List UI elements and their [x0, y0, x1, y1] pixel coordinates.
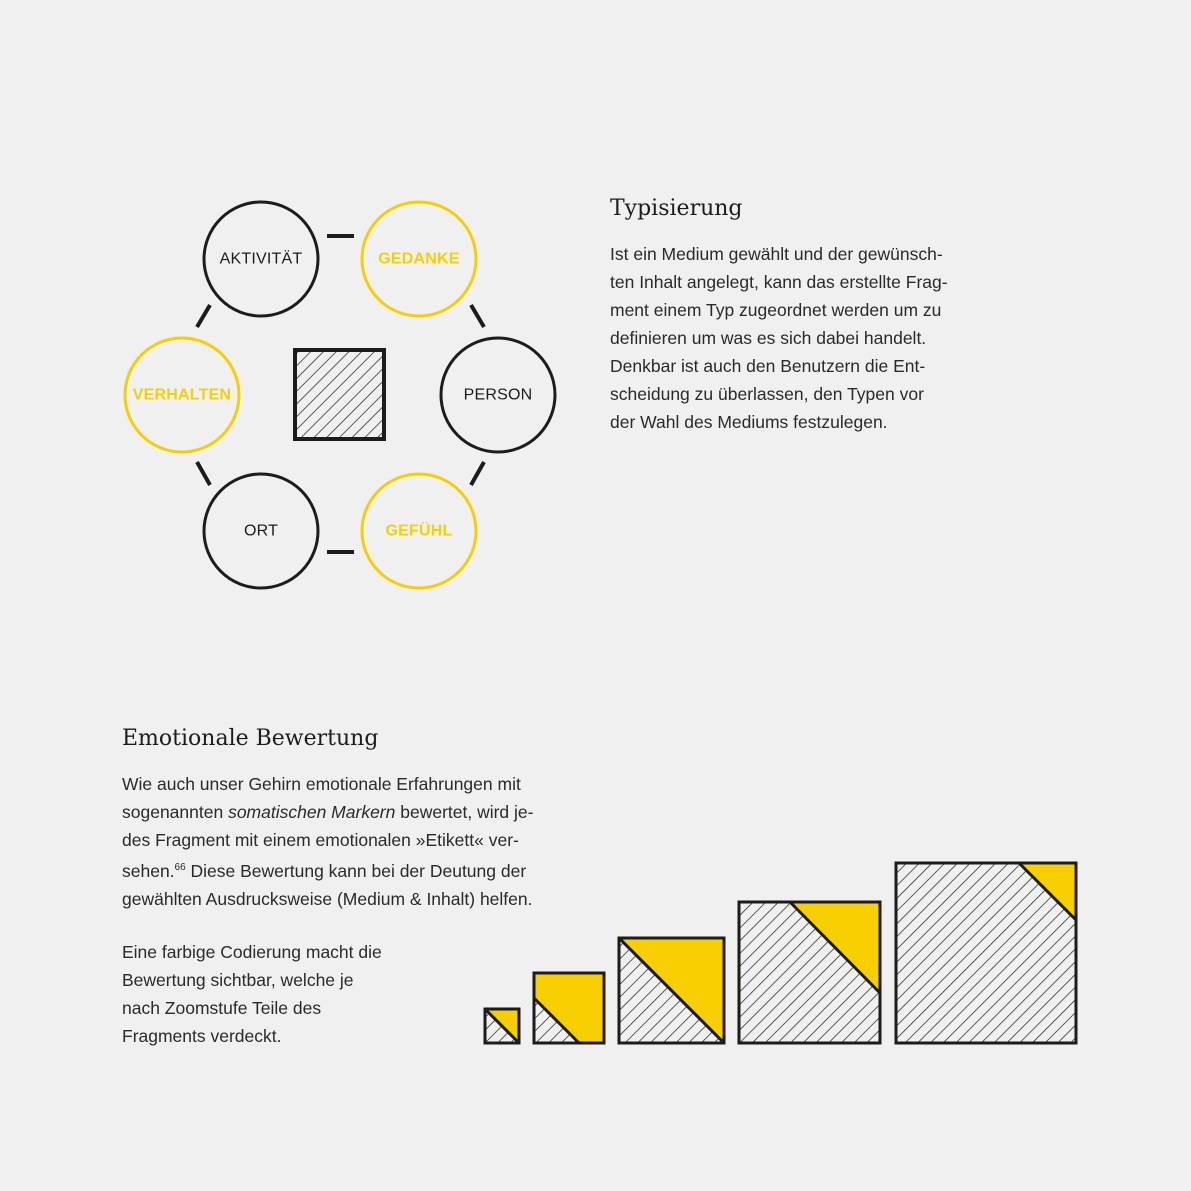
text-line: nach Zoomstufe Teile des: [122, 998, 322, 1018]
zoom-level-squares: [485, 863, 1076, 1043]
zoom-square-2: [534, 973, 604, 1043]
type-node-aktivitaet: [204, 202, 318, 316]
text-line: definieren um was es sich dabei handelt.: [610, 328, 927, 348]
text-line: Denkbar ist auch den Benutzern die Ent-: [610, 356, 926, 376]
fragment-square-icon: [295, 350, 384, 439]
zoom-square-4: [739, 902, 880, 1043]
connector-person-gefuehl: [471, 462, 484, 485]
type-node-label: PERSON: [463, 386, 533, 404]
text-segment: sehen.: [122, 861, 175, 881]
text-line: Eine farbige Codierung macht die: [122, 942, 382, 962]
text-line: des Fragment mit einem emotionalen »Etikett« ver-: [122, 830, 519, 850]
text-line: ment einem Typ zugeordnet werden um zu: [610, 300, 942, 320]
text-line: der Wahl des Mediums festzulegen.: [610, 412, 888, 432]
text-segment: Diese Bewertung kann bei der Deutung der: [185, 861, 527, 881]
connector-gedanke-person: [471, 305, 484, 327]
type-node-ort: [204, 474, 318, 588]
emotionale-bewertung-paragraph-1: [122, 770, 533, 913]
zoom-square-1: [485, 1009, 519, 1043]
type-node-verhalten: [125, 338, 239, 452]
type-node-gefuehl: [362, 474, 476, 588]
type-node-label: VERHALTEN: [132, 386, 232, 404]
type-node-label: GEFÜHL: [385, 522, 453, 540]
text-line: scheidung zu überlassen, den Typen vor: [610, 384, 924, 404]
typisierung-paragraph: [610, 240, 948, 436]
type-node-person: [441, 338, 555, 452]
type-node-label: AKTIVITÄT: [219, 250, 303, 268]
text-line: Ist ein Medium gewählt und der gewünsch-: [610, 244, 943, 264]
italic-term: somatischen Markern: [228, 802, 396, 822]
text-segment: sogenannten: [122, 802, 229, 822]
type-cycle-diagram: [125, 202, 555, 588]
type-node-label: GEDANKE: [378, 250, 460, 268]
typisierung-heading: Typisierung: [610, 196, 743, 221]
text-line: [122, 798, 533, 826]
type-node-gedanke: [362, 202, 476, 316]
emotionale-bewertung-paragraph-2: [122, 938, 382, 1050]
text-line: Wie auch unser Gehirn emotionale Erfahrungen mit: [122, 774, 521, 794]
text-line: Fragments verdeckt.: [122, 1026, 282, 1046]
emotionale-bewertung-heading: Emotionale Bewertung: [122, 726, 379, 751]
footnote-marker: 66: [174, 862, 186, 873]
zoom-square-3: [619, 938, 724, 1043]
connector-verhalten-aktivitaet: [197, 305, 210, 327]
text-line: [122, 854, 533, 885]
text-segment: bewertet, wird je-: [395, 802, 534, 822]
type-node-label: ORT: [243, 522, 279, 540]
zoom-square-5: [896, 863, 1076, 1043]
connector-ort-verhalten: [197, 462, 210, 485]
text-line: Bewertung sichtbar, welche je: [122, 970, 354, 990]
text-line: gewählten Ausdrucksweise (Medium & Inhalt) helfen.: [122, 889, 533, 909]
text-line: ten Inhalt angelegt, kann das erstellte Frag-: [610, 272, 948, 292]
